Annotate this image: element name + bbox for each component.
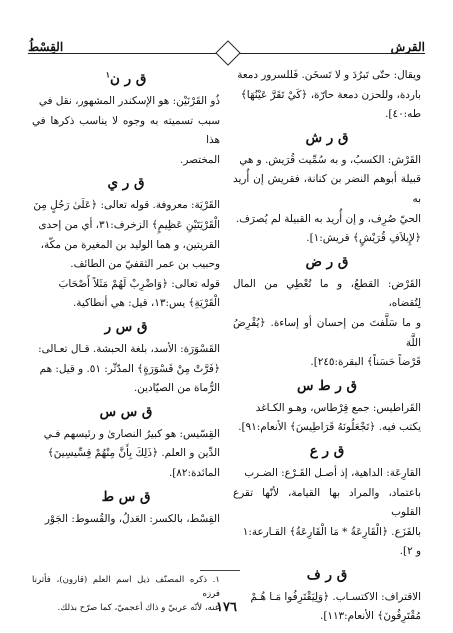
entry-line: باعتماد، والمراد بها القيامة، لأنّها تقرع القلوب (233, 486, 421, 519)
entry-line: المائدة:٨٢]. (168, 466, 220, 479)
entry-line: القَراطيس: جمع قِرْطاس، وهـو الكـاغد (255, 401, 421, 414)
right-column (233, 66, 421, 627)
entry-line: الاقتراف: الاكتسـاب. ﴿وَلِيَقْتَرِفُوا مَـا هُـمْ (250, 590, 421, 603)
entry-line: قوله تعالى: ﴿وَاضْرِبْ لَهُمْ مَثَلاً أَصْحَابَ (58, 277, 220, 290)
continued-line: باردة، وللحزن دمعة حارّة، ﴿كَيْ تَقَرَّ عَيْنُهَا﴾ (240, 88, 421, 101)
entry-line: سبب تسميته به وجوه لا يناسب ذكرها في هذا (32, 114, 220, 147)
root-heading: ق ر ع (309, 442, 345, 459)
entry-line: يكتب فيه. ﴿تَجْعَلُونَهُ قَرَاطِيسَ﴾ الأنعام:٩١]. (238, 421, 421, 434)
entry-line: بالفَزَع. ﴿الْقَارِعَةُ * مَا الْقَارِعَةُ﴾ القـارعة:١ (242, 525, 421, 538)
running-head-right: القرش (390, 40, 425, 54)
continued-line: طه:٤٠]. (385, 108, 421, 121)
root-heading: ق ر ض (305, 253, 349, 270)
root-heading: ق ر ط س (296, 377, 358, 394)
entry-line: القَرْش: الكسبُ، و به سُمِّيت قُرَيش. و هي (239, 153, 421, 166)
root-heading: ق س س (99, 403, 153, 420)
root-heading: ق ر ي (107, 175, 145, 192)
entry-line: الدِّين و العلم. ﴿ذَلِكَ بِأَنَّ مِنْهُمْ قِسِّيسِينَ﴾ (47, 447, 220, 460)
footnote-rule (200, 570, 240, 571)
entry-line: ﴿لإِيلاَفِ قُرَيْشٍ﴾ قريش:١]. (306, 232, 421, 245)
entry-line: القَرْيَة: معروفة. قوله تعالى: ﴿عَلَىٰ رَجُلٍ مِنَ (33, 199, 220, 212)
footnote-line: عنه، لأنّه عربيّ و ذاك أعجميّ، كما صرّح بذلك. (57, 603, 220, 613)
root-heading-with-note (32, 67, 220, 91)
root-heading: ق س ر (104, 318, 148, 335)
entry-line: القَسْوَرَة: الأسد، بلغة الحبشة. قـال تعـالى: (38, 342, 220, 355)
entry-line: القَرْض: القطعُ، و ما تُعْطِي من المال لِتُقضاه، (233, 277, 421, 310)
entry-line: قبيلة أبوهم النضر بن كنانة، فقريش إن أُريد به (233, 173, 421, 205)
entry-line: مُقْتَرِفُونَ﴾ الأنعام:١١٣]. (320, 610, 421, 623)
entry-line: قَرْضاً حَسَناً﴾ البقرة:٢٤٥]. (310, 356, 421, 369)
entry-line: القارِعَة: الداهية، إذ أصـل القَـرْع: الضـرب (244, 466, 421, 479)
footnote-marker: ١ (105, 69, 110, 80)
entry-line: القِسْط، بالكسر: العَدلُ، والقُسوط: الجَوْر (44, 512, 220, 525)
entry-line: الْقَرْيَةِ﴾ يس:١٣، قيل: هي أنطاكية. (72, 297, 220, 310)
entry-line: القريتين، و هما الوليد بن المغيرة من مكّة، (40, 238, 220, 251)
entry-line: و ٢]. (399, 545, 421, 558)
root-heading: ق س ط (101, 488, 151, 505)
footnote-line: ١. ذكره المصنّف ذيل اسم العلم (قارون)، فأثرنا فرزه (32, 575, 220, 599)
entry-line: ﴿فَرَّتْ مِنْ قَسْوَرَةٍ﴾ المدّثّر: ٥١. و قيل: هم (39, 362, 220, 375)
root-heading: ق ر ش (305, 129, 349, 146)
root-heading: ق ر ن (109, 71, 147, 87)
entry-line: ذُو القَرْنَيْن: هو الإسكندر المشهور، نقل في (38, 95, 220, 107)
running-head-left: القِسْطُ (28, 40, 64, 54)
left-column (32, 66, 220, 529)
entry-line: وحبيب بن عمر الثقفيّ من الطائف. (70, 258, 220, 271)
root-heading: ق ر ف (306, 566, 348, 583)
entry-line: و ما سَلَّفتَ من إحسان أو إساءة. ﴿يُقْرِضُ اللَّهَ (233, 316, 421, 349)
page-number: ١٧٦ (216, 600, 237, 615)
entry-line: الْقَرْيَتَيْنِ عَظِيمٍ﴾ الزخرف:٣١، أي من إحدى (38, 218, 220, 231)
entry-line: الرُّماة من الصيّادين. (133, 382, 220, 395)
continued-line: ويقال: حتّى تَبرُدَ و لا تَسخَن. فَللسرور دمعة (237, 69, 421, 81)
entry-line: القِسّيس: هو كبيرُ النصارىٰ و رئيسهم فـي (43, 427, 220, 440)
entry-line: المختصر. (180, 153, 220, 166)
entry-line: الحيّ صُرِف، و إن أُريد به القبيلة لم يُصرَف. (235, 212, 421, 225)
